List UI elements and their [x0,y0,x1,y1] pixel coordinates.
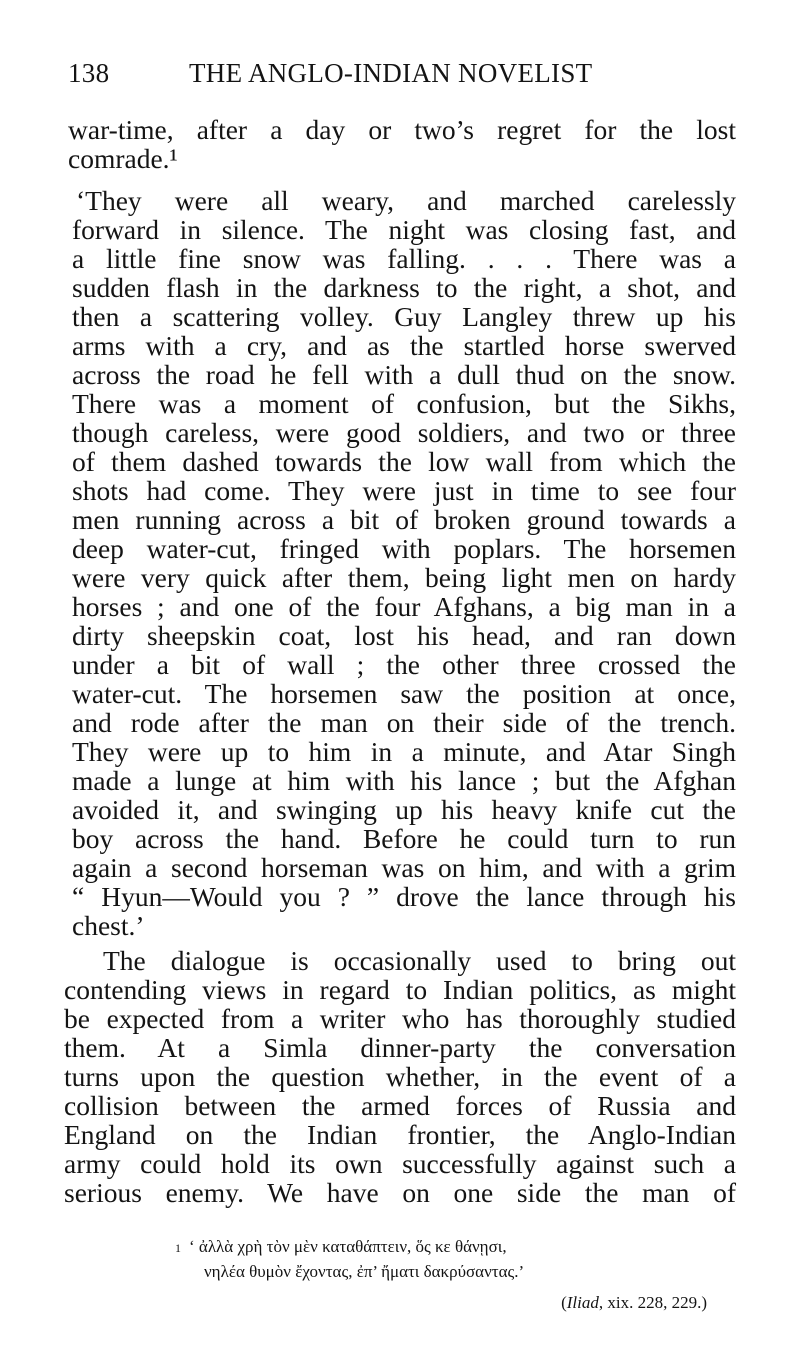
text-line: be expected from a writer who has thoroughly studied [64,1003,736,1034]
text-line: turns upon the question whether, in the event of a [64,1061,736,1092]
citation-open: ( [561,1293,567,1312]
text-line: ‘They were all weary, and marched carelessly [76,185,736,216]
text-line: though careless, were good soldiers, and two or three [72,417,736,448]
footnote-greek-line-1: ‘ ἀλλὰ χρὴ τὸν μὲν καταθάπτειν, ὅς κε θάνῃσι, [189,1237,507,1256]
text-line: then a scattering volley. Guy Langley threw up his [72,301,736,332]
text-line: The dialogue is occasionally used to bring out [103,945,736,976]
text-line: comrade.¹ [68,143,178,174]
text-line: of them dashed towards the low wall from which the [72,446,736,477]
text-line: shots had come. They were just in time to see four [72,475,736,506]
text-line: them. At a Simla dinner-party the conversation [64,1032,736,1063]
text-line: England on the Indian frontier, the Anglo-Indian [64,1119,736,1150]
text-line: sudden flash in the darkness to the right, a shot, and [72,272,736,303]
text-line: They were up to him in a minute, and Atar Singh [72,736,736,767]
text-line: army could hold its own successfully against such a [64,1148,736,1179]
text-line: horses ; and one of the four Afghans, a big man in a [72,591,736,622]
text-line: water-cut. The horsemen saw the position at once, [72,678,736,709]
footnote-greek-line-2: νηλέα θυμὸν ἔχοντας, ἐπ’ ἤματι δακρύσαντας.’ [204,1262,525,1281]
text-line: deep water-cut, fringed with poplars. The horsemen [72,533,736,564]
text-line: were very quick after them, being light men on hardy [72,562,736,593]
footnote-marker: 1 [175,1241,181,1255]
page-number: 138 [68,58,110,88]
text-line: contending views in regard to Indian politics, as might [64,974,736,1005]
text-line: serious enemy. We have on one side the man of [64,1177,736,1208]
text-line: boy across the hand. Before he could turn to run [72,823,736,854]
running-title: THE ANGLO-INDIAN NOVELIST [189,58,593,88]
text-line: avoided it, and swinging up his heavy knife cut the [72,794,736,825]
text-line: again a second horseman was on him, and with a grim [72,852,736,883]
citation-work: Iliad [566,1293,599,1312]
text-line: There was a moment of confusion, but the Sikhs, [72,388,736,419]
text-line: under a bit of wall ; the other three crossed the [72,649,736,680]
page-header [68,58,748,92]
text-line: made a lunge at him with his lance ; but the Afghan [72,765,736,796]
text-line: chest.’ [72,910,145,941]
citation-reference: , xix. 228, 229.) [598,1293,707,1312]
footnote-citation [561,1293,707,1313]
text-line: dirty sheepskin coat, lost his head, and ran down [72,620,736,651]
text-line: and rode after the man on their side of the trench. [72,707,736,738]
text-line: war-time, after a day or two’s regret for the lost [68,114,736,145]
text-line: across the road he fell with a dull thud on the snow. [72,359,736,390]
text-line: a little fine snow was falling. . . . There was a [72,243,736,274]
text-line: collision between the armed forces of Russia and [64,1090,736,1121]
text-line: men running across a bit of broken ground towards a [72,504,736,535]
text-line: arms with a cry, and as the startled horse swerved [72,330,736,361]
text-line: “ Hyun—Would you ? ” drove the lance through his [72,881,736,912]
text-line: forward in silence. The night was closing fast, and [72,214,736,245]
